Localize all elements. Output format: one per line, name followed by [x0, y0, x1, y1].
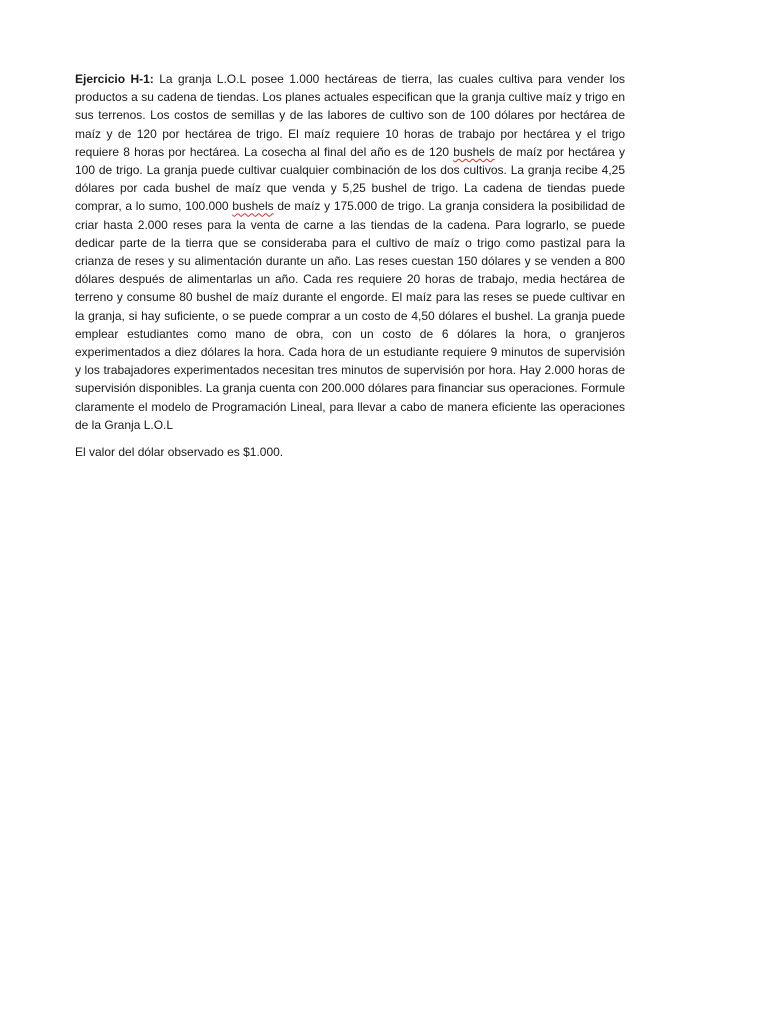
spellcheck-word: bushels: [232, 199, 274, 214]
paragraph-segment: La granja L.O.L posee 1.000 hectáreas de tierra, las cuales cultiva para vender los productos a su cadena de tiendas. Los planes actuales especifican que la granja cultive maíz y trigo en sus terrenos. Los costos de semillas y de las labores de cultivo son de 100 dólares por hectárea de maíz y de 120 por hectárea de trigo. El maíz requiere 10 horas de trabajo por hectárea y el trigo requiere 8 horas por hectárea. La cosecha al final del año es de 120: [75, 72, 625, 159]
exercise-paragraph: [75, 70, 625, 434]
paragraph-segment: de maíz por hectárea y 100 de trigo. La granja puede cultivar cualquier combinación de los dos cultivos. La granja recibe 4,25 dólares por cada bushel de maíz que venda y 5,25 bushel de trigo. La cadena de tiendas puede comprar, a lo sumo, 100.000: [75, 144, 625, 214]
exercise-label: Ejercicio H-1:: [75, 72, 154, 86]
document-body: [75, 70, 625, 461]
spellcheck-word: bushels: [453, 144, 495, 159]
paragraph-segment: de maíz y 175.000 de trigo. La granja considera la posibilidad de criar hasta 2.000 reses para la venta de carne a las tiendas de la cadena. Para lograrlo, se puede dedicar parte de la tierra que se consideraba para el cultivo de maíz o trigo como pastizal para la crianza de reses y su alimentación durante un año. Las reses cuestan 150 dólares y se venden a 800 dólares después de alimentarlas un año. Cada res requiere 20 horas de trabajo, media hectárea de terreno y consume 80 bushel de maíz durante el engorde. El maíz para las reses se puede cultivar en la granja, si hay suficiente, o se puede comprar a un costo de 4,50 dólares el bushel. La granja puede emplear estudiantes como mano de obra, con un costo de 6 dólares la hora, o granjeros experimentados a diez dólares la hora. Cada hora de un estudiante requiere 9 minutos de supervisión y los trabajadores experimentados necesitan tres minutos de supervisión por hora. Hay 2.000 horas de supervisión disponibles. La granja cuenta con 200.000 dólares para financiar sus operaciones. Formule claramente el modelo de Programación Lineal, para llevar a cabo de manera eficiente las operaciones de la Granja L.O.L: [75, 199, 625, 432]
dollar-note: El valor del dólar observado es $1.000.: [75, 445, 284, 460]
